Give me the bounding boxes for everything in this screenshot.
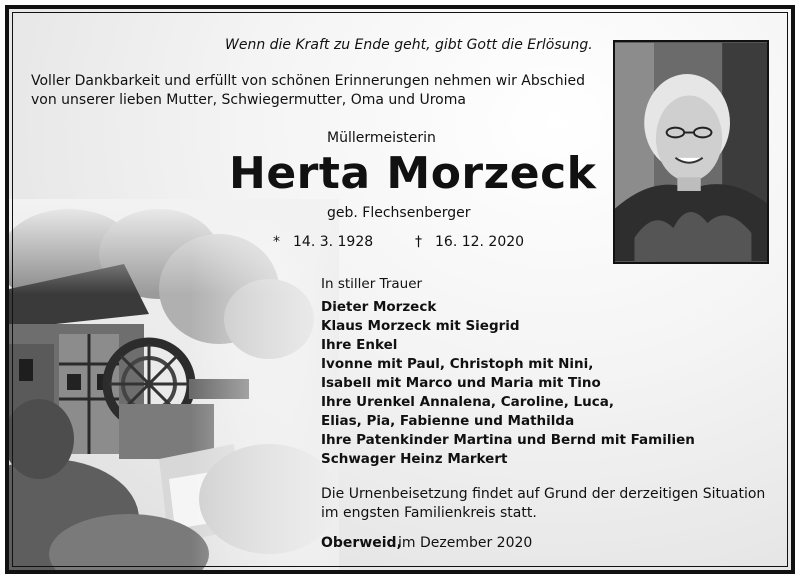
notice-line-2: im engsten Familienkreis statt.	[321, 505, 537, 521]
mourner-line: Ihre Urenkel Annalena, Caroline, Luca,	[321, 394, 614, 410]
mourner-line: Ivonne mit Paul, Christoph mit Nini,	[321, 356, 594, 372]
deceased-title: Müllermeisterin	[327, 130, 436, 146]
mourning-heading: In stiller Trauer	[321, 276, 423, 292]
notice-line-1: Die Urnenbeisetzung findet auf Grund der derzeitigen Situation	[321, 486, 766, 502]
intro-line-1: Voller Dankbarkeit und erfüllt von schönen Erinnerungen nehmen wir Abschied	[31, 73, 586, 89]
intro-line-2: von unserer lieben Mutter, Schwiegermutter, Oma und Uroma	[31, 92, 466, 108]
mourner-line: Ihre Enkel	[321, 337, 398, 353]
mourner-line: Elias, Pia, Fabienne und Mathilda	[321, 413, 575, 429]
mourner-line: Dieter Morzeck	[321, 299, 437, 315]
motto-line: Wenn die Kraft zu Ende geht, gibt Gott die Erlösung.	[225, 37, 593, 53]
mourner-line: Klaus Morzeck mit Siegrid	[321, 318, 520, 334]
death-cross-icon: †	[415, 234, 422, 250]
birth-star-icon: *	[273, 234, 280, 250]
obituary-frame	[5, 5, 795, 574]
portrait-photo	[613, 40, 769, 264]
mourner-line: Ihre Patenkinder Martina und Bernd mit Familien	[321, 432, 695, 448]
death-date: 16. 12. 2020	[435, 234, 525, 250]
deceased-birth-name: geb. Flechsenberger	[327, 205, 471, 221]
watermill-background-image	[9, 199, 339, 574]
place-date: im Dezember 2020	[398, 535, 533, 551]
portrait-image	[615, 42, 767, 262]
birth-date: 14. 3. 1928	[293, 234, 374, 250]
deceased-name: Herta Morzeck	[229, 148, 597, 199]
mourner-line: Isabell mit Marco und Maria mit Tino	[321, 375, 601, 391]
mourner-line: Schwager Heinz Markert	[321, 451, 508, 467]
place-town: Oberweid,	[321, 535, 402, 551]
